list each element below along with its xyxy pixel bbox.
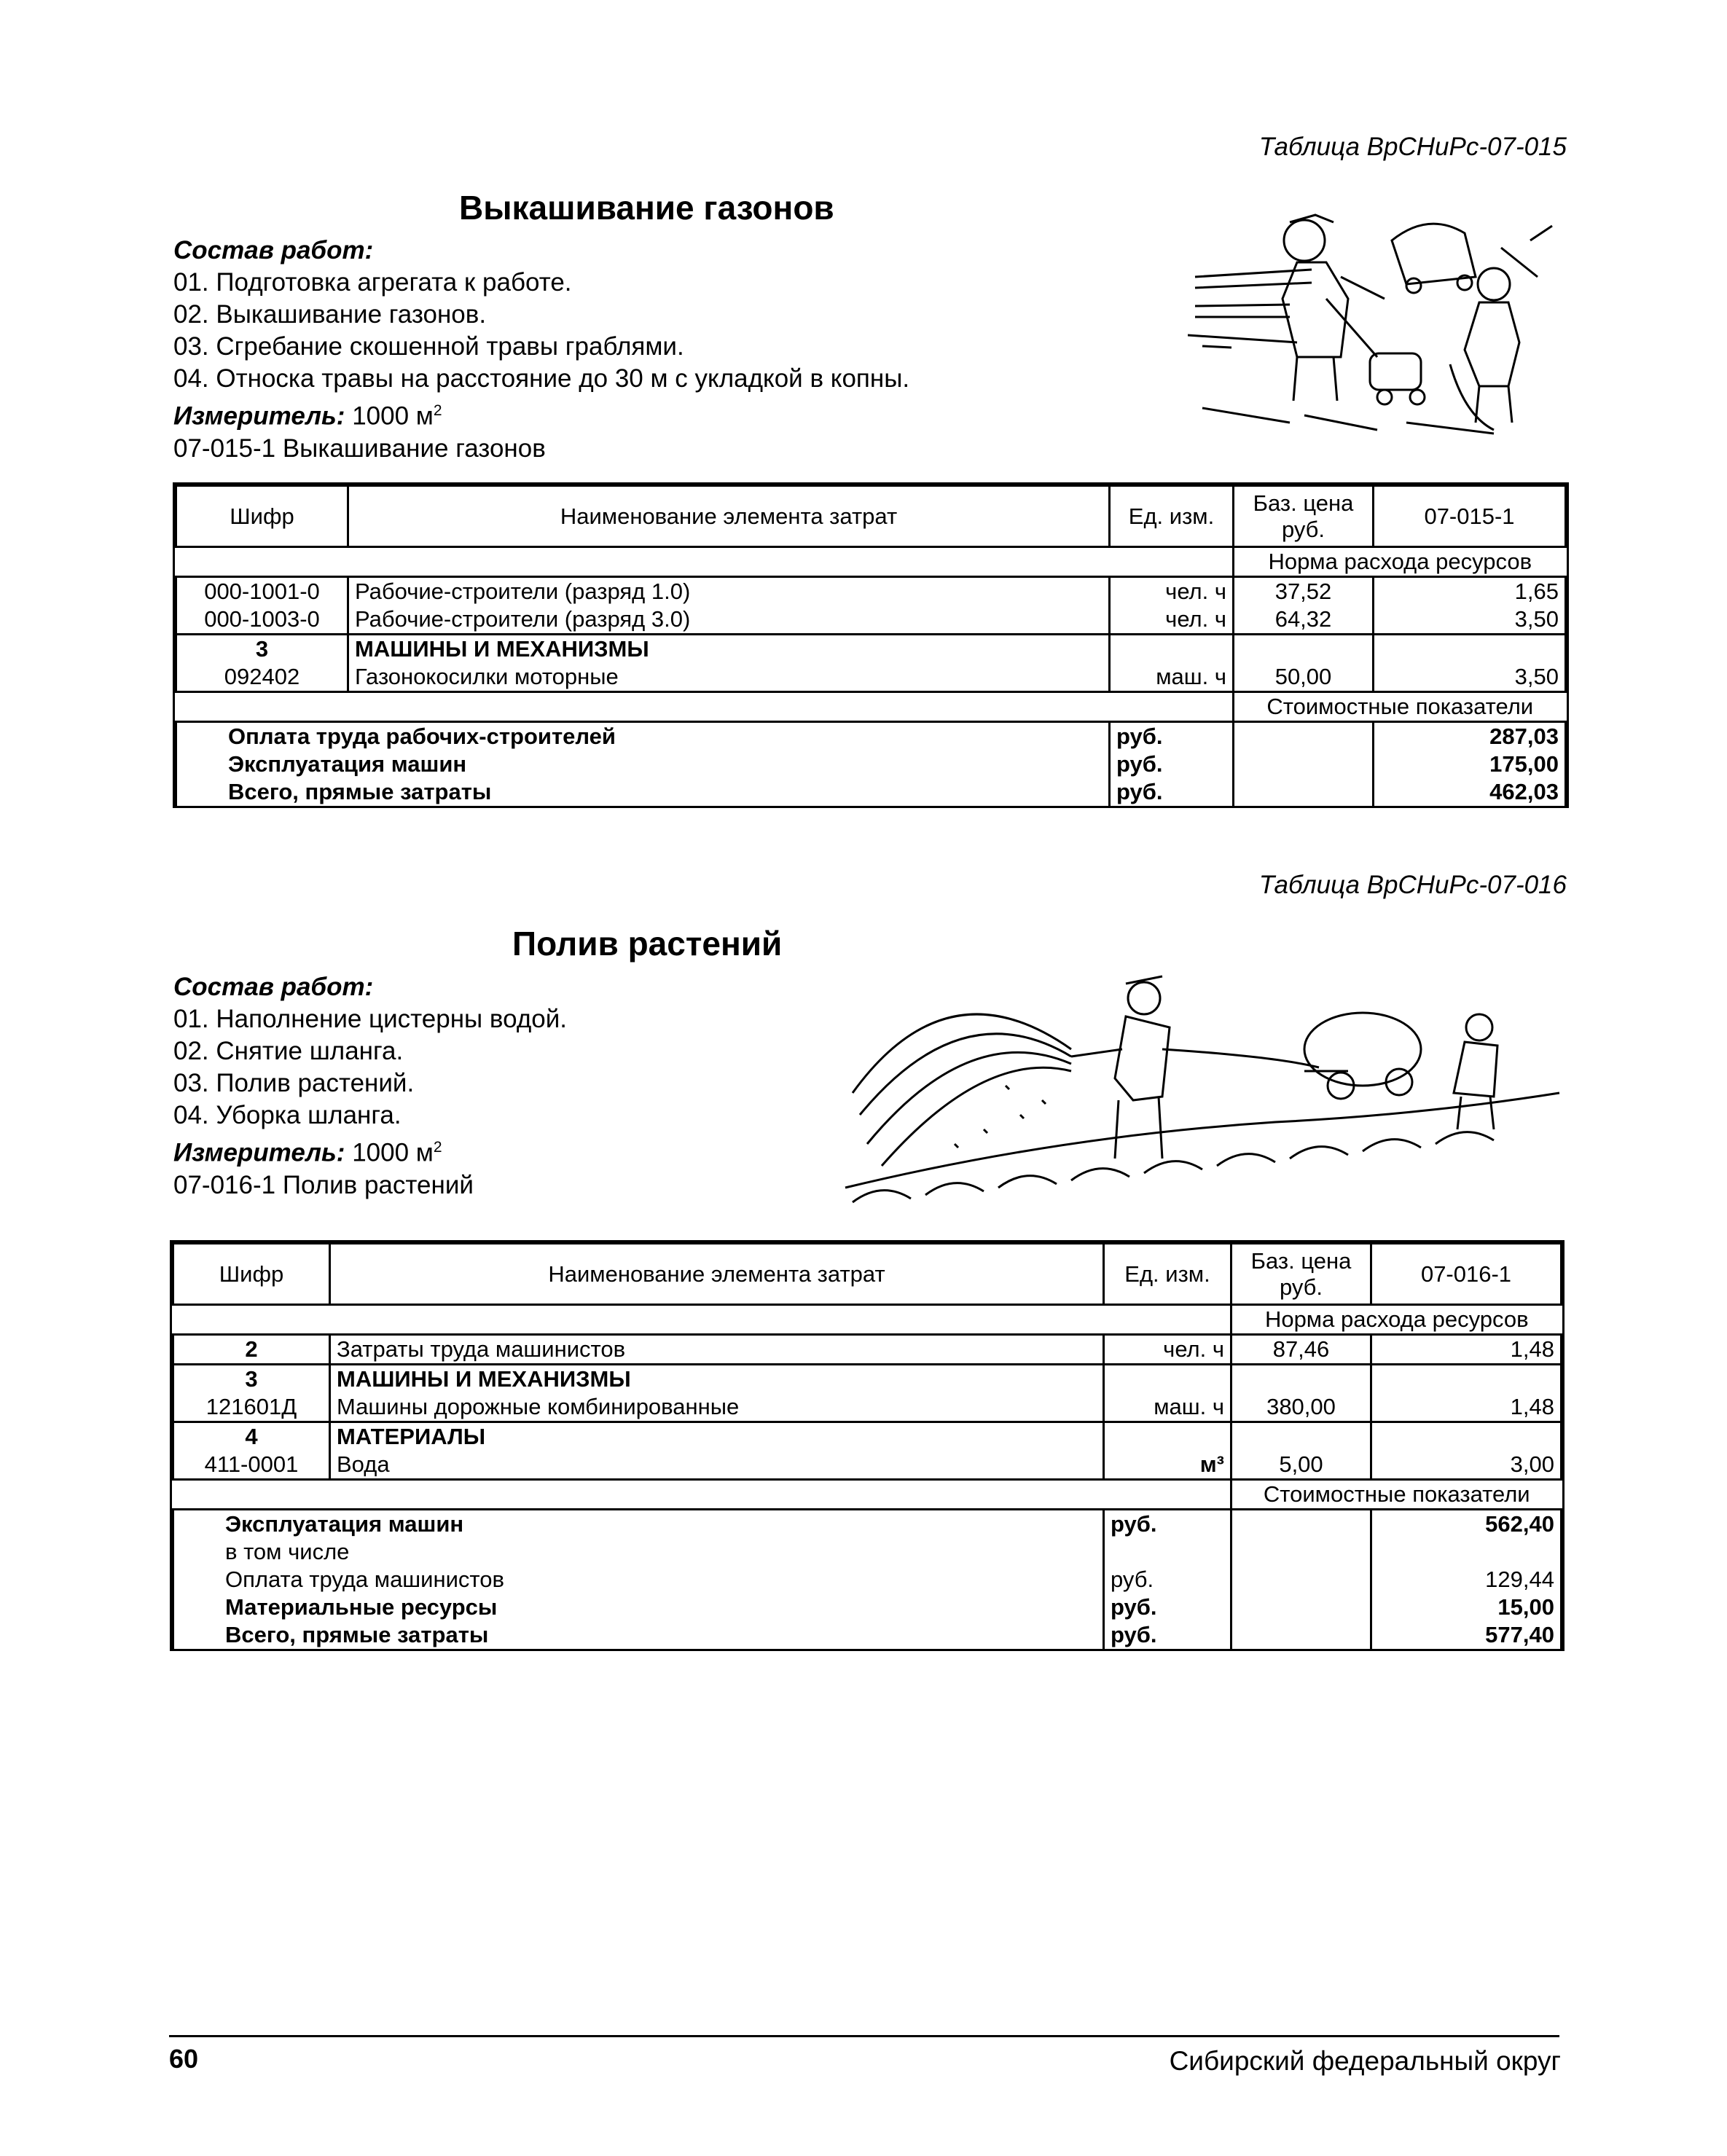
work-composition — [173, 235, 909, 465]
total-name: Эксплуатация машин — [176, 750, 1110, 778]
meter-superscript: 2 — [433, 1139, 442, 1156]
cell-name: Газонокосилки моторные — [348, 663, 1110, 692]
work-item: 03. Полив растений. — [173, 1069, 415, 1097]
meter-label: Измеритель: — [173, 401, 345, 431]
cell-unit — [1110, 635, 1234, 664]
header-name: Наименование элемента затрат — [348, 486, 1110, 547]
section-title: Полив растений — [512, 925, 783, 963]
table-row — [173, 1422, 1562, 1451]
cell-name: Машины дорожные комбинированные — [330, 1393, 1104, 1422]
cell-value: 3,00 — [1371, 1451, 1562, 1480]
table-header-row — [176, 486, 1566, 547]
cell-name: МАШИНЫ И МЕХАНИЗМЫ — [348, 635, 1110, 664]
totals-row — [176, 722, 1566, 751]
total-value — [1371, 1538, 1562, 1566]
meter-superscript: 2 — [433, 402, 442, 419]
total-name: Всего, прямые затраты — [176, 778, 1110, 806]
header-price: Баз. цена руб. — [1234, 486, 1374, 547]
table-row — [176, 663, 1566, 692]
meter-value: 1000 м — [352, 1138, 434, 1167]
header-code: Шифр — [173, 1244, 330, 1305]
totals-row — [176, 778, 1566, 806]
work-item: 01. Подготовка агрегата к работе. — [173, 268, 572, 297]
cell-value: 1,48 — [1371, 1335, 1562, 1365]
table-reference: Таблица ВрСНиРс-07-016 — [1258, 871, 1567, 899]
mowing-illustration — [1188, 197, 1567, 437]
cell-name: МАШИНЫ И МЕХАНИЗМЫ — [330, 1365, 1104, 1394]
work-composition — [173, 971, 567, 1202]
cost-table — [175, 485, 1567, 806]
totals-row — [173, 1621, 1562, 1649]
table-row — [173, 1393, 1562, 1422]
total-value: 287,03 — [1374, 722, 1566, 751]
total-value: 562,40 — [1371, 1510, 1562, 1539]
cell-code: 411-0001 — [173, 1451, 330, 1480]
cell-price: 5,00 — [1231, 1451, 1371, 1480]
work-item: 03. Сгребание скошенной травы граблями. — [173, 332, 684, 361]
cell-value — [1374, 635, 1566, 664]
work-item: 01. Наполнение цистерны водой. — [173, 1005, 567, 1033]
total-name: Материальные ресурсы — [173, 1594, 1104, 1621]
total-value: 462,03 — [1374, 778, 1566, 806]
header-unit: Ед. изм. — [1110, 486, 1234, 547]
header-code: Шифр — [176, 486, 348, 547]
cell-name: Рабочие-строители (разряд 1.0) — [348, 577, 1110, 606]
cell-value: 1,48 — [1371, 1393, 1562, 1422]
meter-value: 1000 м — [352, 401, 434, 431]
totals-row — [173, 1538, 1562, 1566]
cell-unit: чел. ч — [1110, 605, 1234, 635]
cell-unit: чел. ч — [1104, 1335, 1231, 1365]
cell-price: 380,00 — [1231, 1393, 1371, 1422]
table-row — [173, 1335, 1562, 1365]
table-row — [173, 1451, 1562, 1480]
cell-value: 1,65 — [1374, 577, 1566, 606]
total-value: 175,00 — [1374, 750, 1566, 778]
cost-table — [172, 1242, 1562, 1649]
section-title: Выкашивание газонов — [459, 189, 834, 227]
total-name: в том числе — [173, 1538, 1104, 1566]
cell-unit: чел. ч — [1110, 577, 1234, 606]
total-unit: руб. — [1104, 1510, 1231, 1539]
totals-row — [173, 1594, 1562, 1621]
cell-price — [1234, 635, 1374, 664]
cost-label-row — [173, 1480, 1562, 1510]
table-row — [176, 605, 1566, 635]
header-price: Баз. цена руб. — [1231, 1244, 1371, 1305]
cell-unit — [1104, 1365, 1231, 1394]
table-row — [176, 577, 1566, 606]
total-name: Эксплуатация машин — [173, 1510, 1104, 1539]
cell-code: 4 — [173, 1422, 330, 1451]
cell-code: 000-1001-0 — [176, 577, 348, 606]
cell-code: 121601Д — [173, 1393, 330, 1422]
norm-label: Норма расхода ресурсов — [1231, 1305, 1562, 1335]
meter-line — [173, 1132, 567, 1169]
cell-code: 2 — [173, 1335, 330, 1365]
cell-price — [1231, 1422, 1371, 1451]
total-unit: руб. — [1104, 1594, 1231, 1621]
page-number: 60 — [169, 2044, 199, 2074]
table-row — [173, 1365, 1562, 1394]
cell-price: 37,52 — [1234, 577, 1374, 606]
cell-code: 000-1003-0 — [176, 605, 348, 635]
header-name: Наименование элемента затрат — [330, 1244, 1104, 1305]
table-row — [176, 635, 1566, 664]
total-name: Всего, прямые затраты — [173, 1621, 1104, 1649]
total-unit — [1104, 1538, 1231, 1566]
norm-label-row — [173, 1305, 1562, 1335]
total-unit: руб. — [1104, 1566, 1231, 1594]
cell-unit: маш. ч — [1110, 663, 1234, 692]
cell-name: Затраты труда машинистов — [330, 1335, 1104, 1365]
composition-heading: Состав работ: — [173, 973, 374, 1001]
total-value: 577,40 — [1371, 1621, 1562, 1649]
total-unit: руб. — [1104, 1621, 1231, 1649]
cell-code: 092402 — [176, 663, 348, 692]
cell-value: 3,50 — [1374, 605, 1566, 635]
cell-price: 50,00 — [1234, 663, 1374, 692]
work-item: 04. Уборка шланга. — [173, 1101, 402, 1129]
total-name: Оплата труда машинистов — [173, 1566, 1104, 1594]
cell-value: 3,50 — [1374, 663, 1566, 692]
cost-label: Стоимостные показатели — [1234, 692, 1566, 722]
cell-name: Рабочие-строители (разряд 3.0) — [348, 605, 1110, 635]
norm-label-row — [176, 547, 1566, 577]
totals-row — [173, 1510, 1562, 1539]
work-item: 02. Выкашивание газонов. — [173, 300, 487, 329]
header-unit: Ед. изм. — [1104, 1244, 1231, 1305]
meter-line — [173, 395, 909, 433]
cell-code: 3 — [176, 635, 348, 664]
total-unit: руб. — [1110, 722, 1234, 751]
total-unit: руб. — [1110, 750, 1234, 778]
work-item: 02. Снятие шланга. — [173, 1037, 404, 1065]
table-header-row — [173, 1244, 1562, 1305]
cell-unit — [1104, 1422, 1231, 1451]
footer-divider — [169, 2035, 1559, 2037]
table-reference: Таблица ВрСНиРс-07-015 — [1258, 133, 1567, 161]
cell-value — [1371, 1365, 1562, 1394]
totals-row — [176, 750, 1566, 778]
code-line: 07-015-1 Выкашивание газонов — [173, 434, 546, 463]
norm-label: Норма расхода ресурсов — [1234, 547, 1566, 577]
header-norm-code: 07-016-1 — [1371, 1244, 1562, 1305]
cell-price: 87,46 — [1231, 1335, 1371, 1365]
cell-price: 64,32 — [1234, 605, 1374, 635]
work-item: 04. Относка травы на расстояние до 30 м с укладкой в копны. — [173, 364, 910, 393]
total-unit: руб. — [1110, 778, 1234, 806]
cost-label-row — [176, 692, 1566, 722]
watering-illustration — [838, 947, 1567, 1210]
total-name: Оплата труда рабочих-строителей — [176, 722, 1110, 751]
total-value: 15,00 — [1371, 1594, 1562, 1621]
cell-name: Вода — [330, 1451, 1104, 1480]
cell-price — [1231, 1365, 1371, 1394]
code-line: 07-016-1 Полив растений — [173, 1170, 474, 1199]
footer-region: Сибирский федеральный округ — [1169, 2046, 1561, 2076]
meter-label: Измеритель: — [173, 1138, 345, 1167]
cell-unit: м³ — [1104, 1451, 1231, 1480]
totals-row — [173, 1566, 1562, 1594]
cell-value — [1371, 1422, 1562, 1451]
cost-label: Стоимостные показатели — [1231, 1480, 1562, 1510]
total-value: 129,44 — [1371, 1566, 1562, 1594]
cell-unit: маш. ч — [1104, 1393, 1231, 1422]
header-norm-code: 07-015-1 — [1374, 486, 1566, 547]
cell-name: МАТЕРИАЛЫ — [330, 1422, 1104, 1451]
composition-heading: Состав работ: — [173, 236, 374, 264]
cell-code: 3 — [173, 1365, 330, 1394]
